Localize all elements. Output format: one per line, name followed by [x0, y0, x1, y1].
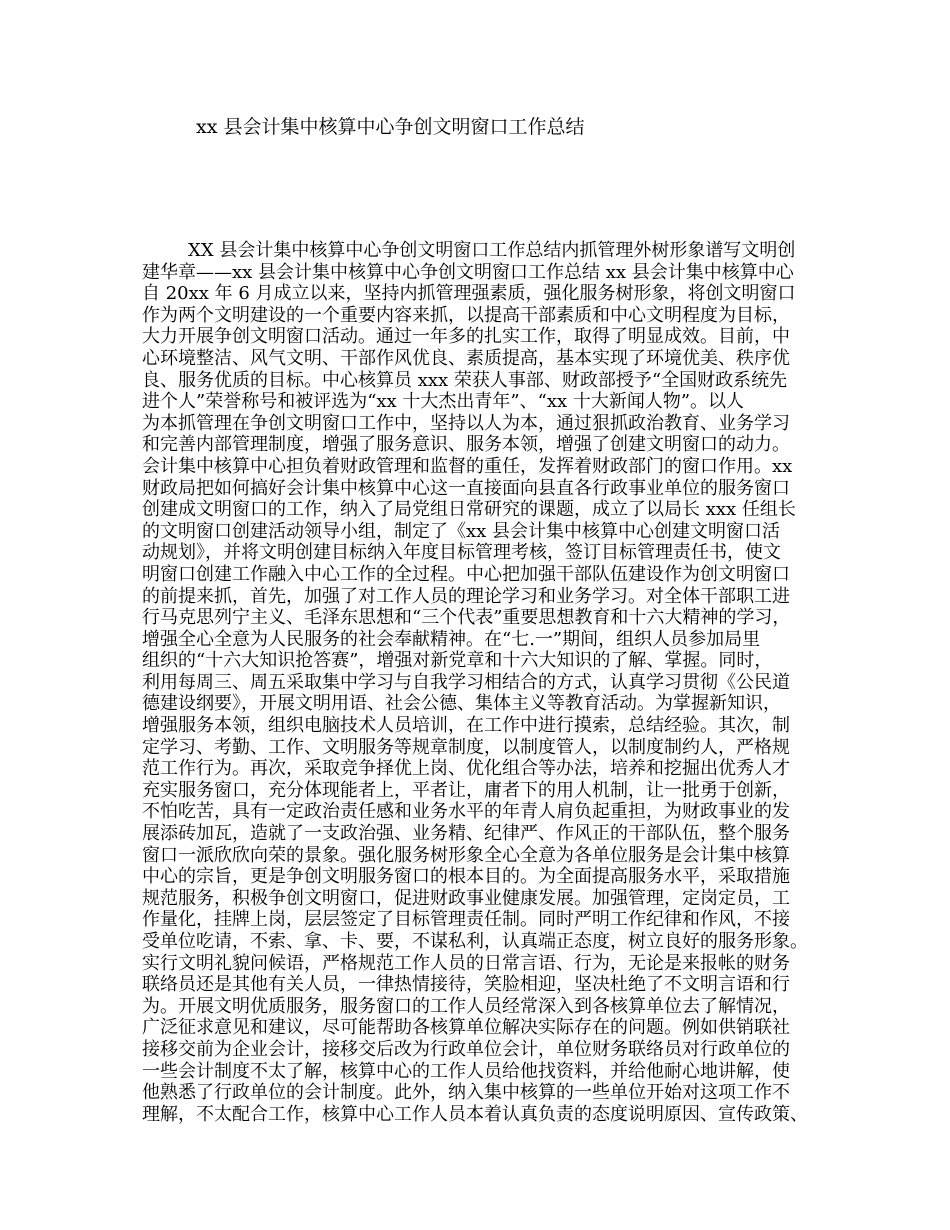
body-line: 行马克思列宁主义、毛泽东思想和“三个代表”重要思想教育和十六大精神的学习，	[142, 607, 791, 629]
body-line: 财政局把如何搞好会计集中核算中心这一直接面向县直各行政事业单位的服务窗口	[142, 477, 790, 499]
body-line: 的前提来抓，首先，加强了对工作人员的理论学习和业务学习。对全体干部职工进	[142, 585, 790, 607]
document-title: xx 县会计集中核算中心争创文明窗口工作总结	[196, 116, 585, 138]
body-line: 自 20xx 年 6 月成立以来，坚持内抓管理强素质，强化服务树形象，将创文明窗口	[142, 283, 796, 305]
body-line: 明窗口创建工作融入中心工作的全过程。中心把加强干部队伍建设作为创文明窗口	[142, 563, 790, 585]
body-line: 会计集中核算中心担负着财政管理和监督的重任，发挥着财政部门的窗口作用。xx	[142, 455, 793, 477]
body-line: 理解，不太配合工作，核算中心工作人员本着认真负责的态度说明原因、宣传政策、	[142, 1103, 808, 1125]
body-line: 进个人”荣誉称号和被评选为“xx 十大杰出青年”、“xx 十大新闻人物”。以人	[142, 391, 745, 413]
body-line: 增强全心全意为人民服务的社会奉献精神。在“七.一”期间，组织人员参加局里	[142, 628, 761, 650]
body-line: 不怕吃苦，具有一定政治责任感和业务水平的年青人肩负起重担，为财政事业的发	[142, 801, 790, 823]
body-line: 利用每周三、周五采取集中学习与自我学习相结合的方式，认真学习贯彻《公民道	[142, 671, 790, 693]
body-line: 为本抓管理在争创文明窗口工作中，坚持以人为本，通过狠抓政治教育、业务学习	[142, 412, 790, 434]
body-line: 充实服务窗口，充分体现能者上，平者让，庸者下的用人机制，让一批勇于创新，	[142, 779, 790, 801]
body-line: 组织的“十六大知识抢答赛”，增强对新党章和十六大知识的了解、掌握。同时，	[142, 650, 773, 672]
body-line: 良、服务优质的目标。中心核算员 xxx 荣获人事部、财政部授予“全国财政系统先	[142, 369, 788, 391]
body-line: 接移交前为企业会计，接移交后改为行政单位会计，单位财务联络员对行政单位的	[142, 1038, 790, 1060]
body-line: 心环境整洁、风气文明、干部作风优良、素质提高，基本实现了环境优美、秩序优	[142, 347, 790, 369]
body-line: XX 县会计集中核算中心争创文明窗口工作总结内抓管理外树形象谱写文明创	[188, 240, 796, 261]
body-line: 动规划》，并将文明创建目标纳入年度目标管理考核，签订目标管理责任书，使文	[142, 542, 781, 564]
body-line: 广泛征求意见和建议，尽可能帮助各核算单位解决实际存在的问题。例如供销联社	[142, 1017, 790, 1039]
body-line: 他熟悉了行政单位的会计制度。此外，纳入集中核算的一些单位开始对这项工作不	[142, 1082, 790, 1104]
body-line: 实行文明礼貌问候语，严格规范工作人员的日常言语、行为，无论是来报帐的财务	[142, 952, 790, 974]
body-line: 为。开展文明优质服务，服务窗口的工作人员经常深入到各核算单位去了解情况，	[142, 995, 790, 1017]
body-line: 定学习、考勤、工作、文明服务等规章制度，以制度管人，以制度制约人，严格规	[142, 736, 790, 758]
document-body	[142, 240, 832, 1125]
body-line: 联络员还是其他有关人员，一律热情接待，笑脸相迎，坚决杜绝了不文明言语和行	[142, 974, 790, 996]
body-line: 范工作行为。再次，采取竞争择优上岗、优化组合等办法，培养和挖掘出优秀人才	[142, 758, 790, 780]
body-line: 创建成文明窗口的工作，纳入了局党组日常研究的课题，成立了以局长 xxx 任组长	[142, 499, 796, 521]
body-line: 德建设纲要》，开展文明用语、社会公德、集体主义等教育活动。为掌握新知识，	[142, 693, 781, 715]
body-line: 受单位吃请，不索、拿、卡、要，不谋私利，认真端正态度，树立良好的服务形象。	[142, 931, 808, 952]
body-line: 中心的宗旨，更是争创文明服务窗口的根本目的。为全面提高服务水平，采取措施	[142, 866, 790, 888]
body-line: 的文明窗口创建活动领导小组，制定了《xx 县会计集中核算中心创建文明窗口活	[142, 520, 781, 542]
body-line: 大力开展争创文明窗口活动。通过一年多的扎实工作，取得了明显成效。目前，中	[142, 326, 790, 348]
body-line: 展添砖加瓦，造就了一支政治强、业务精、纪律严、作风正的干部队伍，整个服务	[142, 823, 790, 845]
body-line: 和完善内部管理制度，增强了服务意识、服务本领，增强了创建文明窗口的动力。	[142, 434, 790, 456]
body-line: 增强服务本领，组织电脑技术人员培训，在工作中进行摸索，总结经验。其次，制	[142, 715, 790, 737]
body-line: 作量化，挂牌上岗，层层签定了目标管理责任制。同时严明工作纪律和作风，不接	[142, 909, 790, 931]
body-line: 一些会计制度不太了解，核算中心的工作人员给他找资料，并给他耐心地讲解，使	[142, 1060, 790, 1082]
body-line: 作为两个文明建设的一个重要内容来抓，以提高干部素质和中心文明程度为目标，	[142, 304, 790, 326]
body-line: 建华章——xx 县会计集中核算中心争创文明窗口工作总结 xx 县会计集中核算中心	[142, 261, 794, 283]
body-line: 规范服务，积极争创文明窗口，促进财政事业健康发展。加强管理，定岗定员，工	[142, 887, 790, 909]
body-line: 窗口一派欣欣向荣的景象。强化服务树形象全心全意为各单位服务是会计集中核算	[142, 844, 790, 866]
